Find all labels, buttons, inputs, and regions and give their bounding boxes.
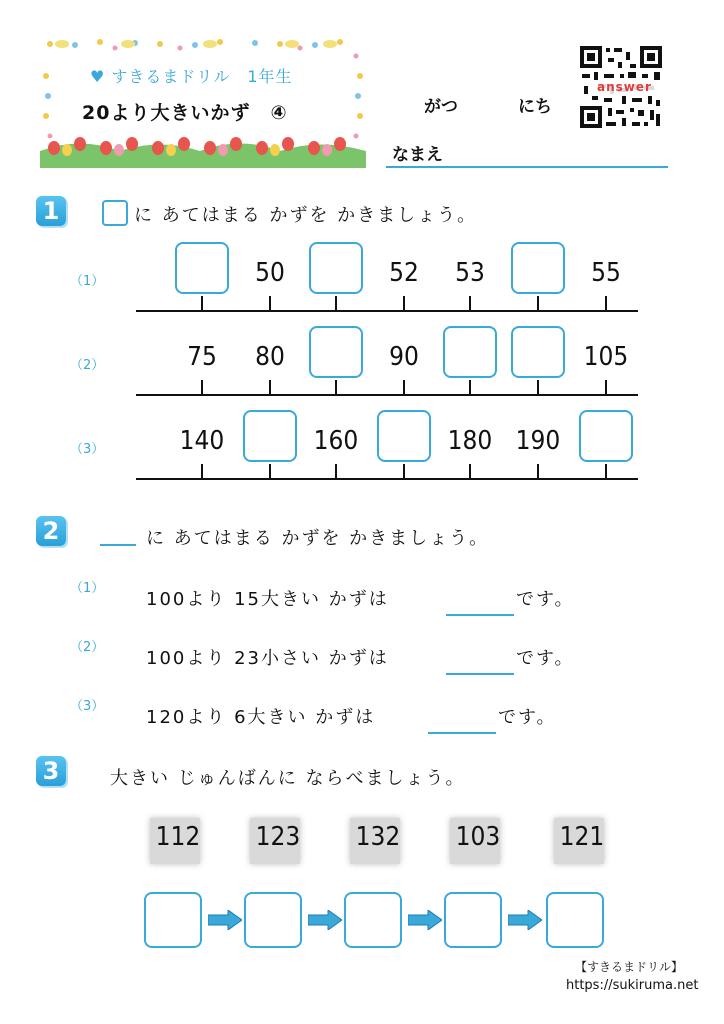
number-card [344,808,404,866]
number-line-tick [403,296,405,310]
answer-box[interactable] [377,410,431,462]
tick-label: 105 [583,342,629,372]
number-line-row-label: （3） [70,442,105,457]
number-line-tick [469,296,471,310]
section-3-instruction: 大きい じゅんばんに ならべましょう。 [110,768,466,789]
number-line-tick [201,380,203,394]
name-underline [386,166,668,168]
sheet-title: 20より大きいかず ④ [82,102,288,124]
name-label: なまえ [392,145,443,165]
number-line-axis [136,310,638,312]
footer-brand: 【すきるまドリル】 [575,960,684,974]
example-blank-line [100,544,136,546]
series-title [90,64,293,87]
number-line-tick [335,464,337,478]
order-answer-box[interactable] [244,892,302,948]
q2-1-label: （1） [70,581,105,596]
order-answer-box[interactable] [444,892,502,948]
number-card [144,808,204,866]
answer-box[interactable] [243,410,297,462]
q2-2-text: 100より 23小さい かずは [146,648,389,669]
order-answer-box[interactable] [546,892,604,948]
number-card [244,808,304,866]
tick-label: 180 [447,426,493,456]
right-arrow-icon [508,910,542,930]
q2-1-answer-blank[interactable] [446,614,514,616]
section-1-badge: 1 [36,196,66,226]
tick-label: 75 [187,342,217,372]
order-answer-box[interactable] [344,892,402,948]
number-line-tick [335,380,337,394]
right-arrow-icon [308,910,342,930]
card-number: 132 [355,822,401,852]
number-line-tick [469,464,471,478]
number-line-tick [201,464,203,478]
number-line-tick [537,464,539,478]
section-3-badge: 3 [36,756,66,786]
tick-label: 90 [389,342,419,372]
series-title-text: すきるまドリル 1年生 [111,67,293,86]
tick-label: 52 [389,258,419,288]
number-line-tick [537,296,539,310]
month-label: がつ [424,97,458,117]
number-line-row-label: （1） [70,274,105,289]
tick-label: 190 [515,426,561,456]
q2-2-label: （2） [70,640,105,655]
card-number: 112 [155,822,201,852]
answer-box[interactable] [309,242,363,294]
number-line-tick [605,380,607,394]
section-2-instruction: に あてはまる かずを かきましょう。 [146,528,490,549]
section-2-badge: 2 [36,516,66,546]
order-answer-box[interactable] [144,892,202,948]
number-line-tick [269,380,271,394]
tick-label: 80 [255,342,285,372]
answer-box[interactable] [511,242,565,294]
number-line-tick [403,464,405,478]
tick-label: 53 [455,258,485,288]
number-line-tick [403,380,405,394]
number-line-tick [469,380,471,394]
q2-3-label: （3） [70,699,105,714]
number-line-tick [605,464,607,478]
number-line-row-label: （2） [70,358,105,373]
answer-box[interactable] [443,326,497,378]
number-line-tick [335,296,337,310]
q2-2-answer-blank[interactable] [446,673,514,675]
day-label: にち [518,97,552,117]
answer-tag[interactable]: answer [594,80,655,94]
number-card [548,808,608,866]
right-arrow-icon [208,910,242,930]
answer-box[interactable] [511,326,565,378]
number-line-tick [269,464,271,478]
q2-3-suffix: です。 [498,707,557,728]
tick-label: 50 [255,258,285,288]
tick-label: 55 [591,258,621,288]
footer-url[interactable]: https://sukiruma.net [566,978,699,993]
tick-label: 160 [313,426,359,456]
q2-1-text: 100より 15大きい かずは [146,589,389,610]
q2-2-suffix: です。 [516,648,575,669]
card-number: 121 [559,822,605,852]
answer-box[interactable] [579,410,633,462]
example-box-icon [102,200,128,226]
q2-3-answer-blank[interactable] [428,732,496,734]
number-line-axis [136,394,638,396]
right-arrow-icon [408,910,442,930]
heart-icon: ♥ [90,67,106,86]
number-line-tick [537,380,539,394]
number-line-tick [201,296,203,310]
number-line-axis [136,478,638,480]
tick-label: 140 [179,426,225,456]
q2-3-text: 120より 6大きい かずは [146,707,376,728]
q2-1-suffix: です。 [516,589,575,610]
card-number: 123 [255,822,301,852]
answer-box[interactable] [175,242,229,294]
number-line-tick [269,296,271,310]
number-line-tick [605,296,607,310]
answer-box[interactable] [309,326,363,378]
section-1-instruction: に あてはまる かずを かきましょう。 [134,205,478,226]
number-card [444,808,504,866]
card-number: 103 [455,822,501,852]
